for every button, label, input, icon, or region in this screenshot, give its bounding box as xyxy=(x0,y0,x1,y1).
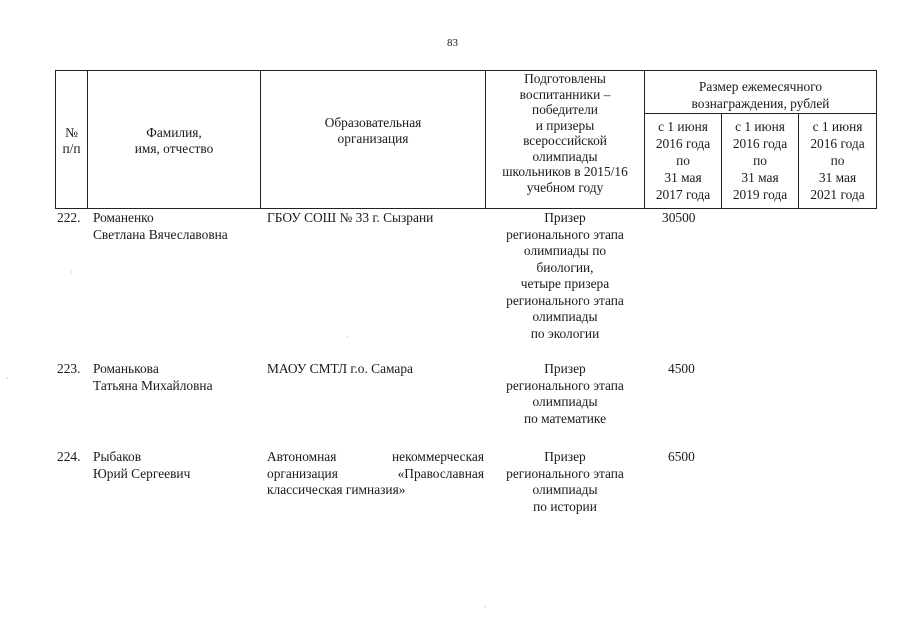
header-period-2019: с 1 июня 2016 года по 31 мая 2019 года xyxy=(732,119,788,202)
row-prepared: Призер регионального этапа олимпиады по математике xyxy=(506,361,624,426)
row-org: ГБОУ СОШ № 33 г. Сызрани xyxy=(267,210,434,225)
row-num: 223. xyxy=(57,361,81,376)
header-name: Фамилия, имя, отчество xyxy=(134,125,214,156)
scan-speck: · xyxy=(70,268,73,277)
row-num: 222. xyxy=(57,210,81,225)
header-period-2017: с 1 июня 2016 года по 31 мая 2017 года xyxy=(655,119,711,202)
header-reward: Размер ежемесячного вознаграждения, рублей xyxy=(691,79,830,111)
row-name: Романенко Светлана Вячеславовна xyxy=(93,210,228,242)
header-num: № п/п xyxy=(62,125,81,156)
row-num: 224. xyxy=(57,449,81,464)
header-bottom-border xyxy=(55,208,877,209)
page-number: 83 xyxy=(447,37,458,49)
header-prepared: Подготовлены воспитанники – победители и призеры всероссийской олимпиады школьников в 2015/16 учебном году xyxy=(502,71,628,195)
row-prepared: Призер регионального этапа олимпиады по истории xyxy=(506,449,624,514)
row-name: Романькова Татьяна Михайловна xyxy=(93,361,213,393)
header-top-border xyxy=(55,70,877,71)
scan-speck: · xyxy=(484,603,487,612)
row-amount: 30500 xyxy=(662,210,696,225)
header-col-line xyxy=(876,70,877,209)
row-amount: 4500 xyxy=(668,361,695,376)
reward-subheader-border xyxy=(644,113,877,114)
header-org: Образовательная организация xyxy=(324,115,422,146)
row-name: Рыбаков Юрий Сергеевич xyxy=(93,449,191,481)
row-org: МАОУ СМТЛ г.о. Самара xyxy=(267,361,413,376)
header-period-2021: с 1 июня 2016 года по 31 мая 2021 года xyxy=(810,119,865,202)
scan-speck: · xyxy=(6,374,9,383)
row-prepared: Призер регионального этапа олимпиады по биологии, четыре призера регионального этапа олимпиады по экологии xyxy=(506,210,624,341)
scan-speck: · xyxy=(346,333,349,342)
row-amount: 6500 xyxy=(668,449,695,464)
row-org: Автономная некоммерческая организация «Православная классическая гимназия» xyxy=(267,449,484,497)
